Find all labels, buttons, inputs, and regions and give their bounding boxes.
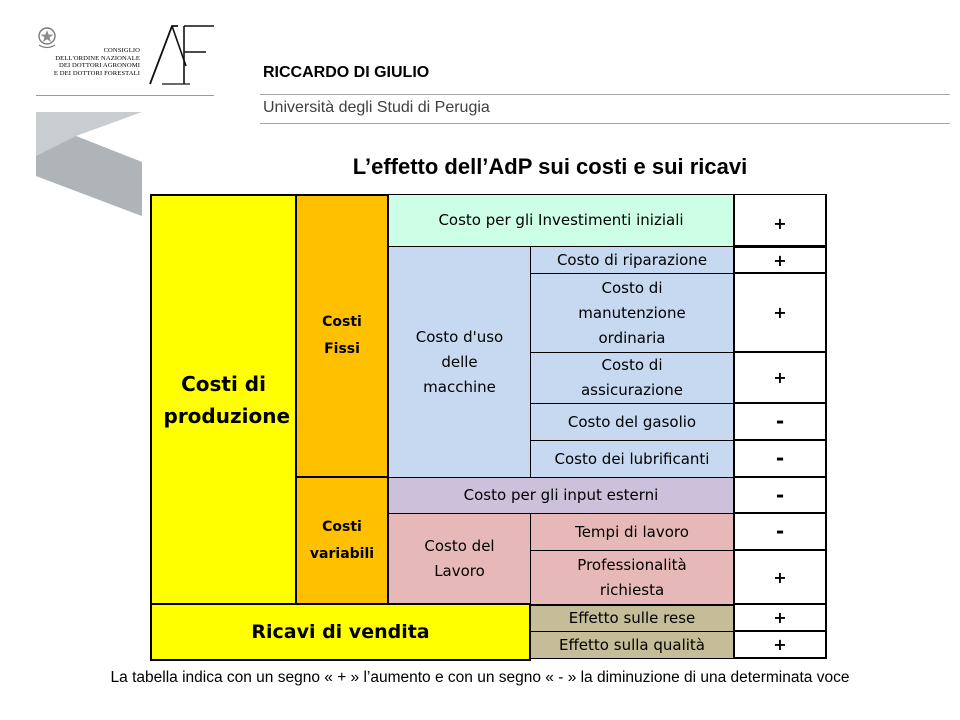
fixed-costs-label: Costi Fissi bbox=[322, 314, 362, 357]
row-sign: + bbox=[773, 608, 787, 627]
row-item: Professionalità richiesta bbox=[577, 555, 687, 599]
org-line: DELL'ORDINE NAZIONALE bbox=[55, 54, 140, 62]
sign-cell bbox=[733, 246, 827, 274]
row-item: Effetto sulle rese bbox=[568, 609, 696, 627]
table-caption: La tabella indica con un segno « + » l’aumento e con un segno « - » la diminuzione di una determinata voce bbox=[110, 669, 850, 686]
sign-cell bbox=[733, 272, 827, 353]
row-item: Costo di riparazione bbox=[556, 250, 708, 269]
org-line: DEI DOTTORI AGRONOMI bbox=[59, 62, 140, 70]
repair-cost-cell bbox=[530, 246, 734, 274]
af-logo-icon bbox=[146, 22, 216, 86]
row-item: Costo per gli input esterni bbox=[463, 486, 659, 504]
row-sign: + bbox=[773, 213, 787, 233]
sign-cell bbox=[733, 603, 827, 632]
sign-cell bbox=[733, 476, 827, 514]
sign-cell bbox=[733, 512, 827, 551]
row-sign: - bbox=[775, 519, 785, 543]
production-costs-cell bbox=[150, 194, 297, 605]
row-item: Costo di assicurazione bbox=[580, 356, 684, 399]
sign-cell bbox=[733, 194, 827, 247]
quality-effect-cell bbox=[530, 631, 734, 659]
header-divider bbox=[260, 123, 950, 124]
row-sign: + bbox=[773, 250, 787, 270]
org-line: CONSIGLIO bbox=[103, 47, 140, 54]
sign-cell bbox=[733, 351, 827, 404]
slide-title: L’effetto dell’AdP sui costi e sui ricavi bbox=[352, 154, 748, 179]
diesel-cost-cell bbox=[530, 403, 734, 441]
revenues-cell bbox=[150, 603, 531, 661]
header-divider bbox=[260, 94, 950, 95]
row-item: Costo di manutenzione ordinaria bbox=[578, 278, 686, 347]
row-sign: - bbox=[775, 409, 785, 433]
fixed-costs-cell bbox=[295, 194, 389, 478]
variable-costs-cell bbox=[295, 476, 389, 605]
sign-cell bbox=[733, 439, 827, 478]
variable-costs-label: Costi variabili bbox=[309, 518, 375, 562]
organization-name bbox=[38, 47, 140, 77]
logo-divider bbox=[36, 95, 214, 96]
revenues-label: Ricavi di vendita bbox=[251, 620, 430, 643]
row-item: Effetto sulla qualità bbox=[559, 635, 705, 654]
row-sign: - bbox=[775, 482, 785, 507]
sign-cell bbox=[733, 630, 827, 659]
row-item: Costo per gli Investimenti iniziali bbox=[438, 211, 684, 229]
yield-effect-cell bbox=[530, 605, 734, 632]
external-inputs-cell bbox=[388, 477, 734, 514]
author-name: RICCARDO DI GIULIO bbox=[263, 64, 430, 81]
row-sign: + bbox=[773, 635, 787, 654]
row-item: Costo dei lubrificanti bbox=[554, 449, 710, 468]
row-sign: - bbox=[775, 446, 785, 470]
lubricant-cost-cell bbox=[530, 440, 734, 478]
labour-cost-label: Costo del Lavoro bbox=[424, 537, 495, 580]
row-item: Tempi di lavoro bbox=[575, 522, 689, 541]
affiliation: Università degli Studi di Perugia bbox=[263, 99, 490, 116]
sign-cell bbox=[733, 402, 827, 441]
row-sign: + bbox=[773, 303, 787, 322]
maintenance-cost-cell bbox=[530, 273, 734, 353]
production-costs-label: Costi di produzione bbox=[163, 371, 291, 428]
chevron-decoration-icon bbox=[36, 112, 142, 216]
org-line: E DEI DOTTORI FORESTALI bbox=[53, 69, 140, 77]
cost-revenue-table bbox=[150, 194, 827, 661]
professionalism-cell bbox=[530, 550, 734, 605]
row-sign: + bbox=[773, 567, 787, 587]
row-item: Costo del gasolio bbox=[567, 412, 697, 431]
insurance-cost-cell bbox=[530, 352, 734, 404]
initial-investment-cell bbox=[388, 194, 734, 247]
labour-cost-cell bbox=[388, 513, 531, 605]
machine-use-cell bbox=[388, 246, 531, 478]
row-sign: + bbox=[773, 368, 787, 387]
machine-use-label: Costo d'uso delle macchine bbox=[415, 327, 504, 396]
working-time-cell bbox=[530, 513, 734, 551]
sign-cell bbox=[733, 549, 827, 605]
